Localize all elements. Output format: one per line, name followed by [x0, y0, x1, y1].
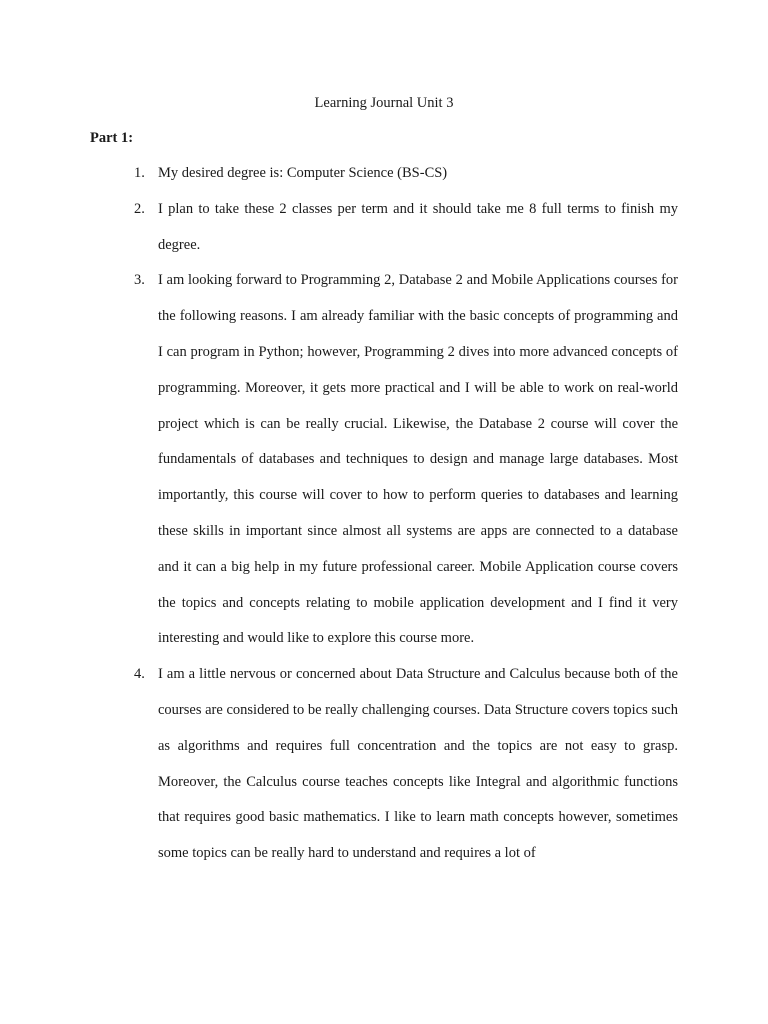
- list-item: [90, 657, 678, 872]
- list-item-text: I plan to take these 2 classes per term and it should take me 8 full terms to finish my degree.: [158, 200, 678, 253]
- list-item: [90, 192, 678, 264]
- list-item: [90, 156, 678, 192]
- list-item-number: 1.: [134, 165, 145, 181]
- part-heading: Part 1:: [90, 130, 134, 146]
- list-item: [90, 263, 678, 657]
- list-item-number: 4.: [134, 666, 145, 683]
- list-item-text: I am looking forward to Programming 2, Database 2 and Mobile Applications courses for the following reasons. I am already familiar with the basic concepts of programming and I can program in Python; however, Programming 2 dives into more advanced concepts of programming. Moreover, it gets more practical and I will be able to work on real-world project which is can be really crucial. Likewise, the Database 2 course will cover the fundamentals of databases and techniques to design and manage large databases. Most importantly, this course will cover to how to perform queries to databases and learning these skills in important since almost all systems are apps are connected to a database and it can a big help in my future professional career. Mobile Application course covers the topics and concepts relating to mobile application development and I find it very interesting and would like to explore this course more.: [158, 272, 678, 647]
- numbered-list: [90, 156, 678, 872]
- list-item-number: 3.: [134, 272, 145, 289]
- list-item-text: I am a little nervous or concerned about Data Structure and Calculus because both of the courses are considered to be really challenging courses. Data Structure covers topics such as algorithms and requires full concentration and the topics are not easy to grasp. Moreover, the Calculus course teaches concepts like Integral and algorithmic functions that requires good basic mathematics. I like to learn math concepts however, sometimes some topics can be really hard to understand and requires a lot of: [158, 666, 678, 862]
- document-title: Learning Journal Unit 3: [314, 95, 454, 111]
- list-item-number: 2.: [134, 200, 145, 217]
- list-item-text: My desired degree is: Computer Science (BS-CS): [158, 165, 448, 181]
